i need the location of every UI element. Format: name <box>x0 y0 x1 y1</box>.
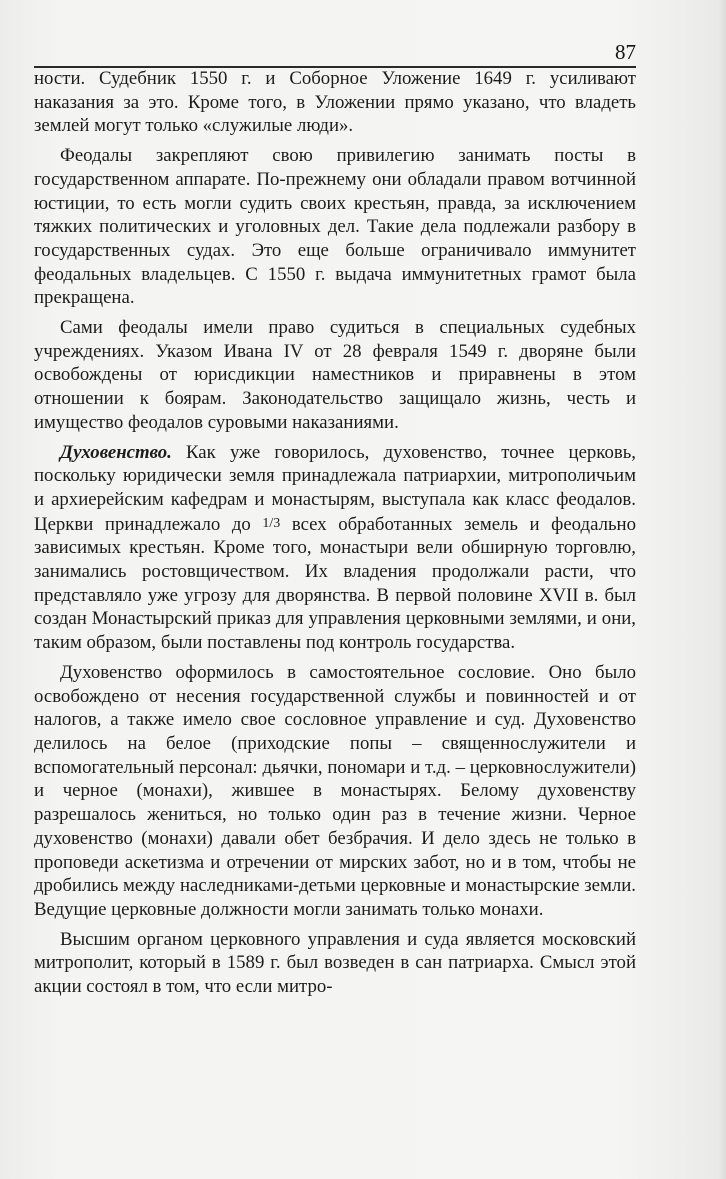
paragraph-clergy-text-2: всех обработанных земель и феодально зависимых крестьян. Кроме того, монастыри вели обширную торговлю, занимались ростовщичеством. Их владения продолжали расти, что представляло уже угрозу для дворянства. В первой половине XVII в. был создан Монастырский приказ для управления церковными землями, и они, таким образом, были поставлены под контроль государства. <box>34 513 636 654</box>
paragraph-clergy-text-1: Как уже говорилось, духовенство, точнее церковь, поскольку юридически земля принадлежала патриархии, митрополичьим и архиерейским кафедрам и монастырям, выступала как класс феодалов. Церкви принадлежало до <box>34 441 636 535</box>
paragraph-feudal-privileges: Феодалы закрепляют свою привилегию занимать посты в государственном аппарате. По-прежнему они обладали правом вотчинной юстиции, то есть могли судить своих крестьян, правда, за исключением тяжких политических и уголовных дел. Такие дела подлежали разбору в государственных судах. Это еще больше ограничивало иммунитет феодальных владельцев. С 1550 г. выдача иммунитетных грамот была прекращена. <box>34 145 636 309</box>
page-number: 87 <box>615 40 636 64</box>
section-heading-clergy: Духовенство. <box>60 441 172 463</box>
paragraph-church-governance: Высшим органом церковного управления и суда является московский митрополит, который в 1589 г. был возведен в сан патриарха. Смысл этой акции состоял в том, что если митро- <box>34 928 636 998</box>
paragraph-clergy-estate: Духовенство оформилось в самостоятельное сословие. Оно было освобождено от несения государственной службы и повинностей и от налогов, а также имело свое сословное управление и суд. Духовенство делилось на белое (приходские попы – священнослужители и вспомогательный персонал: дьячки, пономари и т.д. – церковнослужители) и черное (монахи), жившее в монастырях. Белому духовенству разрешалось жениться, но только один раз в течение жизни. Черное духовенство (монахи) давали обет безбрачия. И дело здесь не только в проповеди аскетизма и отречении от мирских забот, но и в том, чтобы не дробились между наследниками-детьми церковные и монастырские земли. Ведущие церковные должности могли занимать только монахи. <box>34 661 636 920</box>
body-text <box>34 66 636 1005</box>
fraction-one-third: 1/3 <box>262 515 281 531</box>
page-edge-shadow <box>718 0 726 1179</box>
paragraph-clergy <box>34 441 636 655</box>
paragraph-feudal-courts: Сами феодалы имели право судиться в специальных судебных учреждениях. Указом Ивана IV от 28 февраля 1549 г. дворяне были освобождены от юрисдикции наместников и приравнены в этом отношении к боярам. Законодательство защищало жизнь, честь и имущество феодалов суровыми наказаниями. <box>34 317 636 433</box>
paragraph-continuation: ности. Судебник 1550 г. и Соборное Уложение 1649 г. усиливают наказания за это. Кроме того, в Уложении прямо указано, что владеть землей могут только «служилые люди». <box>34 68 636 137</box>
